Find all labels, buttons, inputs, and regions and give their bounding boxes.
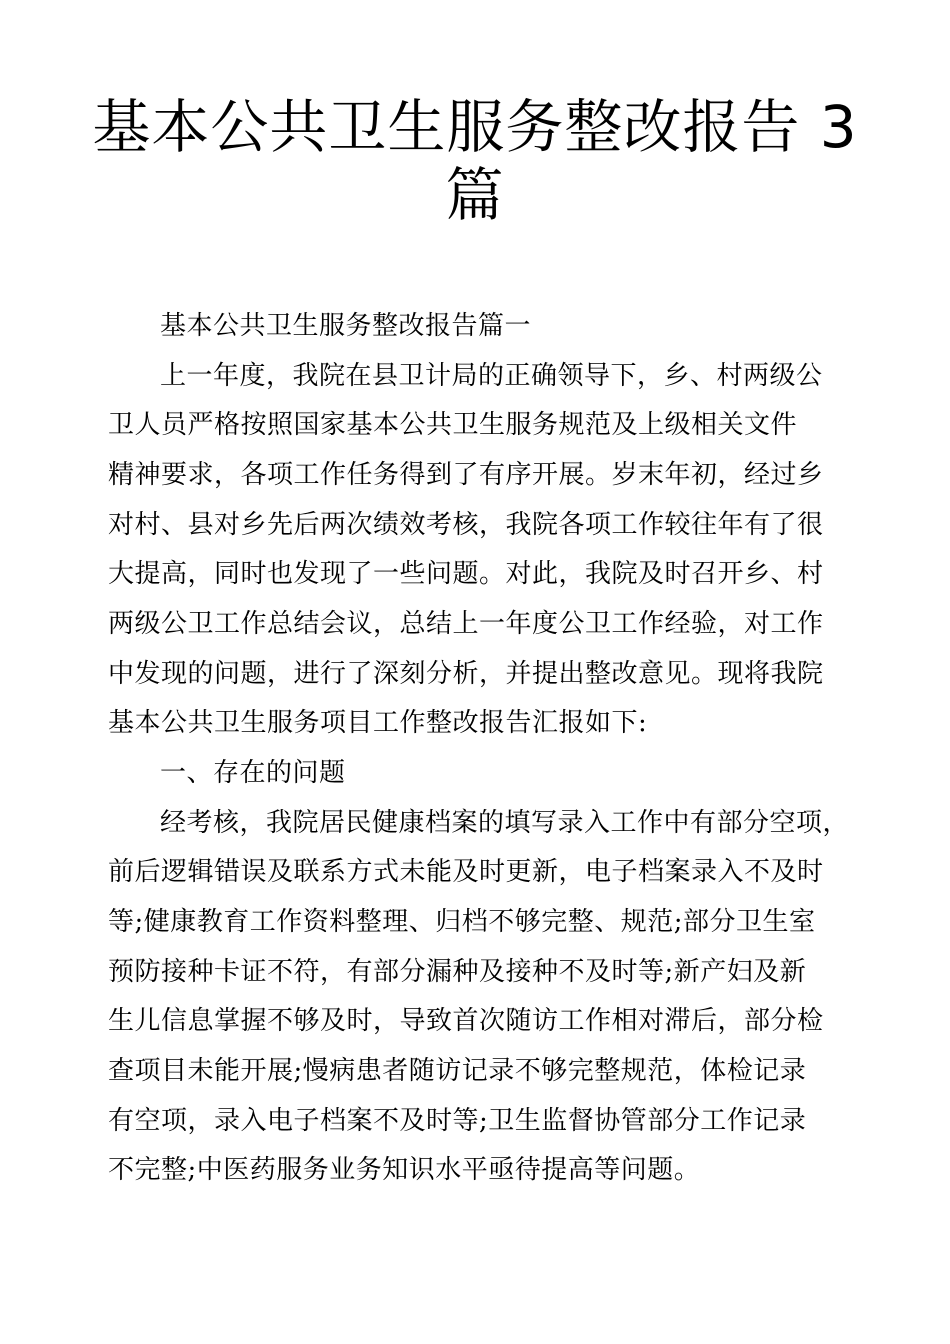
paragraph-line: 查项目未能开展;慢病患者随访记录不够完整规范，体检记录	[108, 1056, 807, 1086]
paragraph-line: 大提高，同时也发现了一些问题。对此，我院及时召开乡、村	[108, 559, 824, 589]
paragraph-line: 卫人员严格按照国家基本公共卫生服务规范及上级相关文件	[108, 410, 798, 440]
document-title-line-1: 基本公共卫生服务整改报告 3	[92, 93, 858, 161]
section-heading-problems: 一、存在的问题	[160, 758, 346, 788]
section-heading-part-one: 基本公共卫生服务整改报告篇一	[160, 311, 532, 341]
paragraph-line: 两级公卫工作总结会议，总结上一年度公卫工作经验，对工作	[108, 609, 824, 639]
paragraph-line: 对村、县对乡先后两次绩效考核，我院各项工作较往年有了很	[108, 510, 824, 540]
paragraph-line: 精神要求，各项工作任务得到了有序开展。岁末年初，经过乡	[108, 460, 824, 490]
paragraph-line: 生儿信息掌握不够及时，导致首次随访工作相对滞后，部分检	[108, 1006, 824, 1036]
paragraph-line: 经考核，我院居民健康档案的填写录入工作中有部分空项，	[160, 808, 850, 838]
paragraph-line: 前后逻辑错误及联系方式未能及时更新，电子档案录入不及时	[108, 857, 824, 887]
paragraph-line: 中发现的问题，进行了深刻分析，并提出整改意见。现将我院	[108, 659, 824, 689]
paragraph-line: 不完整;中医药服务业务知识水平亟待提高等问题。	[108, 1155, 701, 1185]
paragraph-line: 等;健康教育工作资料整理、归档不够完整、规范;部分卫生室	[108, 907, 816, 937]
paragraph-line: 基本公共卫生服务项目工作整改报告汇报如下:	[108, 708, 648, 738]
paragraph-line: 有空项，录入电子档案不及时等;卫生监督协管部分工作记录	[108, 1106, 807, 1136]
paragraph-line: 上一年度，我院在县卫计局的正确领导下，乡、村两级公	[160, 361, 823, 391]
paragraph-line: 预防接种卡证不符，有部分漏种及接种不及时等;新产妇及新	[108, 957, 807, 987]
document-title-line-2: 篇	[445, 161, 505, 229]
